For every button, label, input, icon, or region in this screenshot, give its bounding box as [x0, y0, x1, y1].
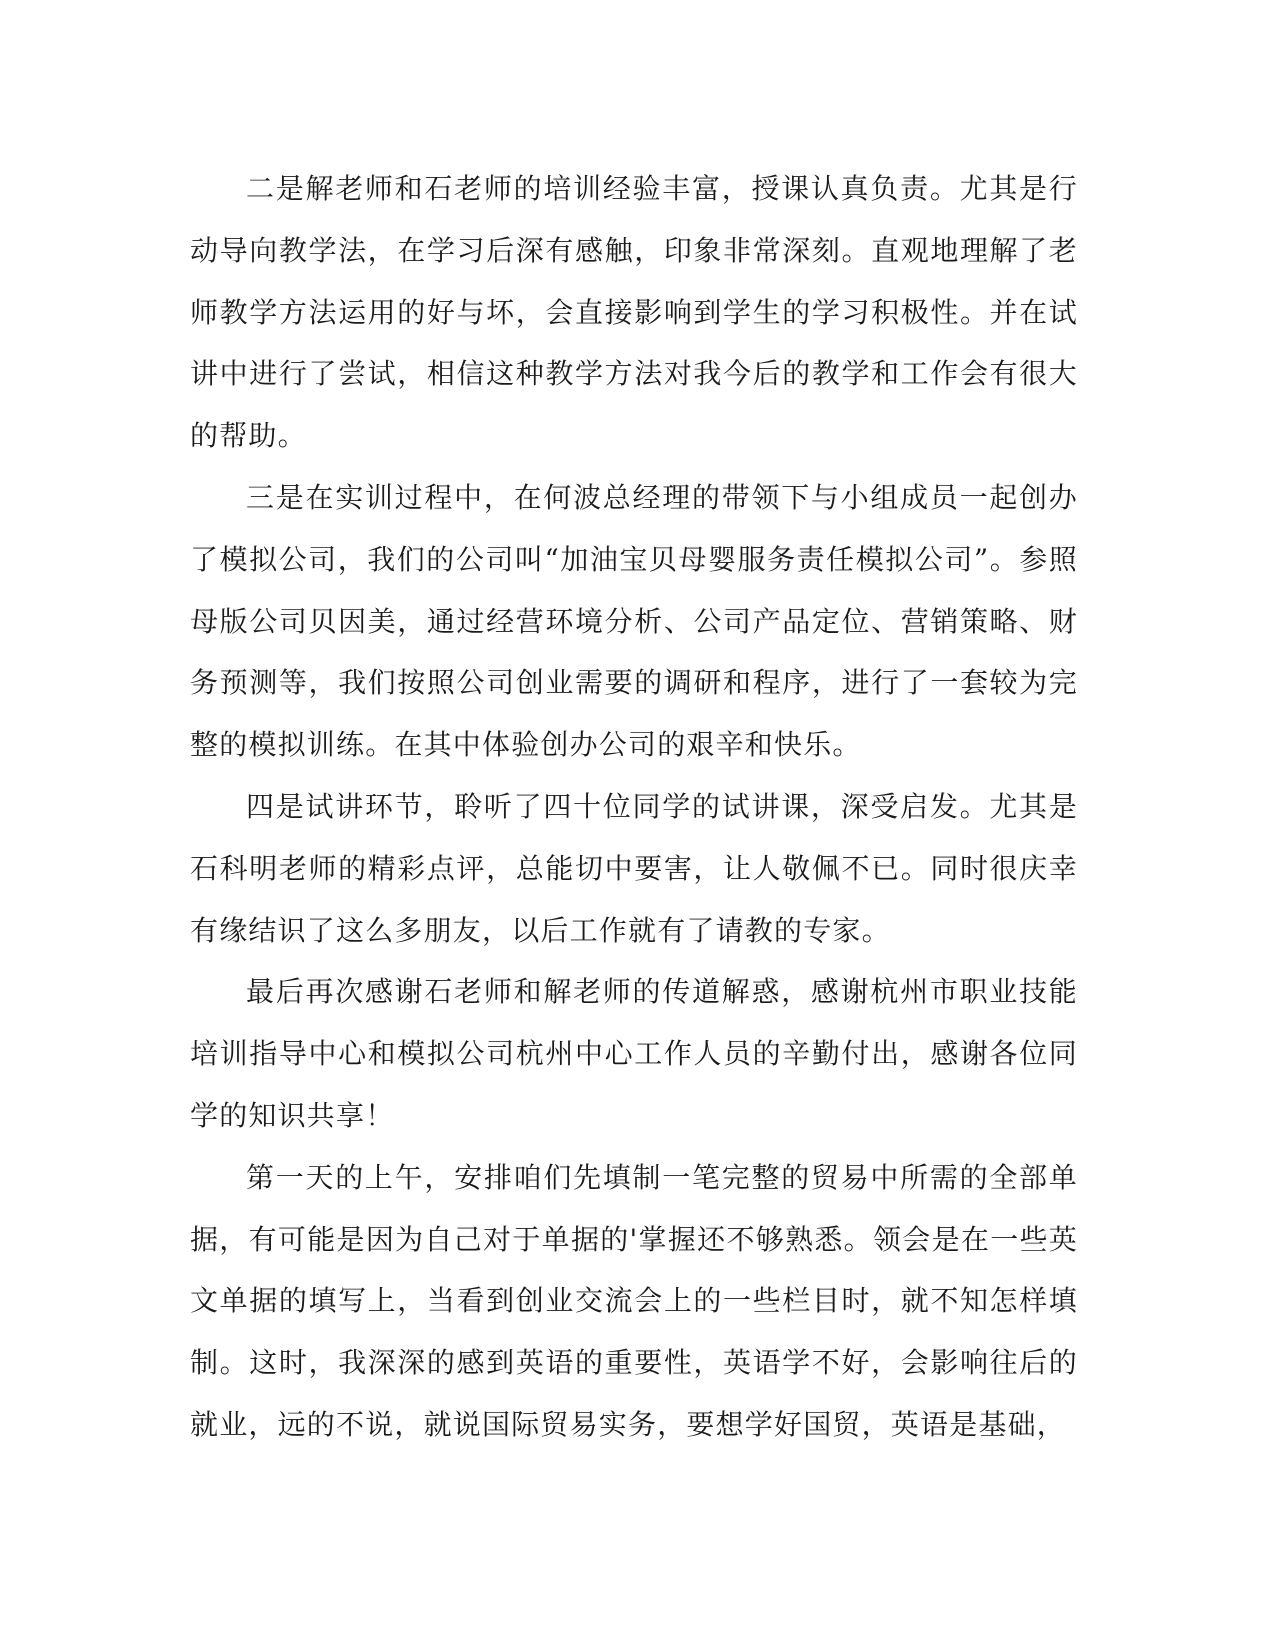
- paragraph-trial-lecture: 四是试讲环节，聆听了四十位同学的试讲课，深受启发。尤其是石科明老师的精彩点评，总能切中要害，让人敬佩不已。同时很庆幸有缘结识了这么多朋友，以后工作就有了请教的专家。: [190, 789, 1078, 947]
- document-body: [190, 158, 1078, 1456]
- paragraph-simulated-company: 三是在实训过程中，在何波总经理的带领下与小组成员一起创办了模拟公司，我们的公司叫“加油宝贝母婴服务责任模拟公司”。参照母版公司贝因美，通过经营环境分析、公司产品定位、营销策略、财务预测等，我们按照公司创业需要的调研和程序，进行了一套较为完整的模拟训练。在其中体验创办公司的艰辛和快乐。: [190, 480, 1078, 762]
- paragraph-first-day: 第一天的上午，安排咱们先填制一笔完整的贸易中所需的全部单据，有可能是因为自己对于单据的'掌握还不够熟悉。领会是在一些英文单据的填写上，当看到创业交流会上的一些栏目时，就不知怎样填制。这时，我深深的感到英语的重要性，英语学不好，会影响往后的就业，远的不说，就说国际贸易实务，要想学好国贸，英语是基础，: [190, 1160, 1078, 1441]
- paragraph-teachers-experience: 二是解老师和石老师的培训经验丰富，授课认真负责。尤其是行动导向教学法，在学习后深有感触，印象非常深刻。直观地理解了老师教学方法运用的好与坏，会直接影响到学生的学习积极性。并在试讲中进行了尝试，相信这种教学方法对我今后的教学和工作会有很大的帮助。: [190, 172, 1078, 453]
- paragraph-thanks: 最后再次感谢石老师和解老师的传道解惑，感谢杭州市职业技能培训指导中心和模拟公司杭州中心工作人员的辛勤付出，感谢各位同学的知识共享！: [190, 975, 1078, 1132]
